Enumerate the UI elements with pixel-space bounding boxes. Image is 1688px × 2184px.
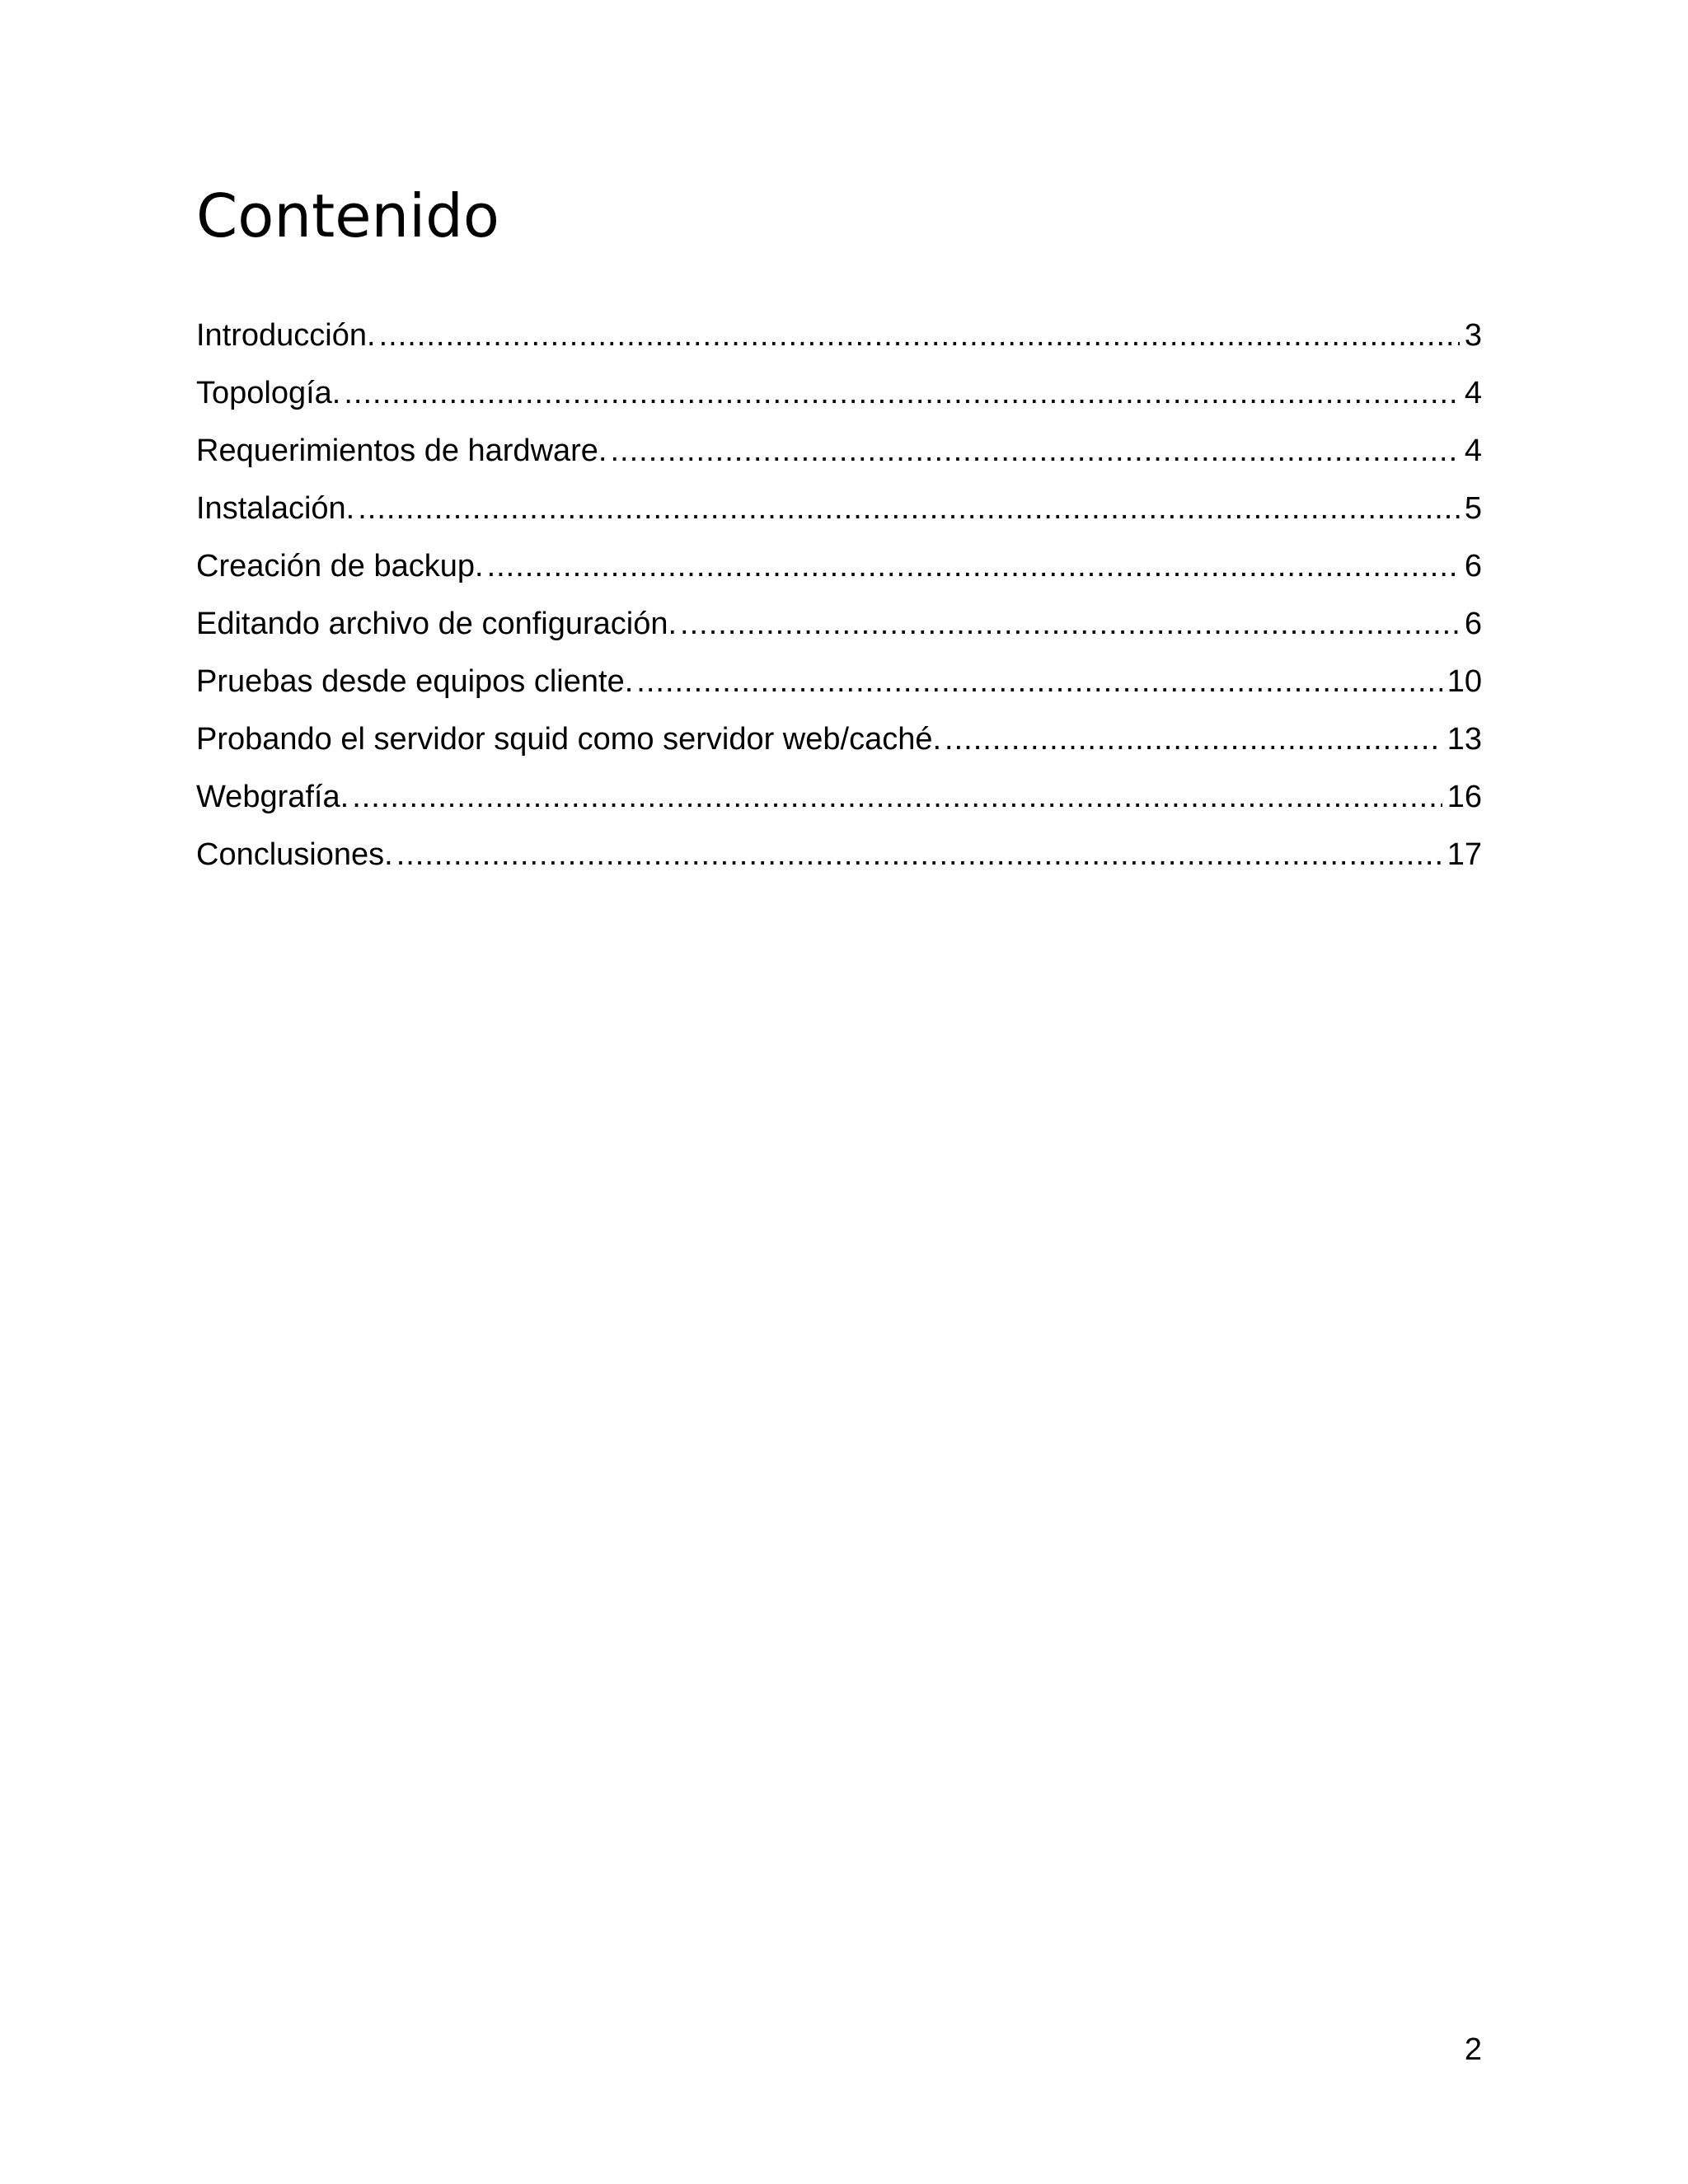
toc-entry-label: Pruebas desde equipos cliente. (196, 664, 634, 699)
toc-dot-leader (344, 364, 1459, 422)
toc-dot-leader (352, 768, 1442, 826)
toc-entry-instalacion[interactable] (196, 480, 1482, 537)
toc-entry-label: Probando el servidor squid como servidor web/caché. (196, 722, 942, 757)
toc-entry-page: 16 (1447, 780, 1482, 814)
toc-dot-leader (680, 595, 1460, 653)
toc-entry-label: Webgrafía. (196, 780, 349, 814)
toc-entry-label: Requerimientos de hardware. (196, 434, 607, 468)
toc-dot-leader (487, 537, 1460, 595)
toc-entry-page: 4 (1464, 434, 1482, 468)
toc-entry-label: Instalación. (196, 491, 355, 526)
page-number: 2 (1464, 2032, 1482, 2067)
toc-entry-requerimientos[interactable] (196, 422, 1482, 480)
toc-entry-page: 17 (1447, 837, 1482, 872)
toc-entry-webgrafia[interactable] (196, 768, 1482, 826)
toc-entry-label: Topología. (196, 376, 341, 410)
toc-entry-backup[interactable] (196, 537, 1482, 595)
toc-entry-conclusiones[interactable] (196, 826, 1482, 883)
toc-entry-introduccion[interactable] (196, 307, 1482, 364)
toc-dot-leader (396, 826, 1442, 883)
toc-dot-leader (636, 653, 1442, 710)
toc-dot-leader (611, 422, 1460, 480)
toc-dot-leader (945, 710, 1442, 768)
toc-entry-topologia[interactable] (196, 364, 1482, 422)
table-of-contents (196, 307, 1482, 883)
toc-entry-page: 3 (1464, 318, 1482, 353)
toc-entry-page: 13 (1447, 722, 1482, 757)
toc-dot-leader (358, 480, 1460, 537)
toc-entry-label: Editando archivo de configuración. (196, 607, 678, 641)
toc-entry-pruebas[interactable] (196, 653, 1482, 710)
toc-entry-label: Creación de backup. (196, 549, 484, 583)
toc-entry-label: Conclusiones. (196, 837, 393, 872)
toc-entry-label: Introducción. (196, 318, 376, 353)
toc-entry-page: 4 (1464, 376, 1482, 410)
toc-entry-squid[interactable] (196, 710, 1482, 768)
toc-entry-page: 10 (1447, 664, 1482, 699)
toc-title: Contenido (196, 181, 499, 251)
toc-entry-configuracion[interactable] (196, 595, 1482, 653)
toc-dot-leader (379, 307, 1460, 364)
toc-entry-page: 6 (1464, 549, 1482, 583)
toc-entry-page: 6 (1464, 607, 1482, 641)
toc-entry-page: 5 (1464, 491, 1482, 526)
